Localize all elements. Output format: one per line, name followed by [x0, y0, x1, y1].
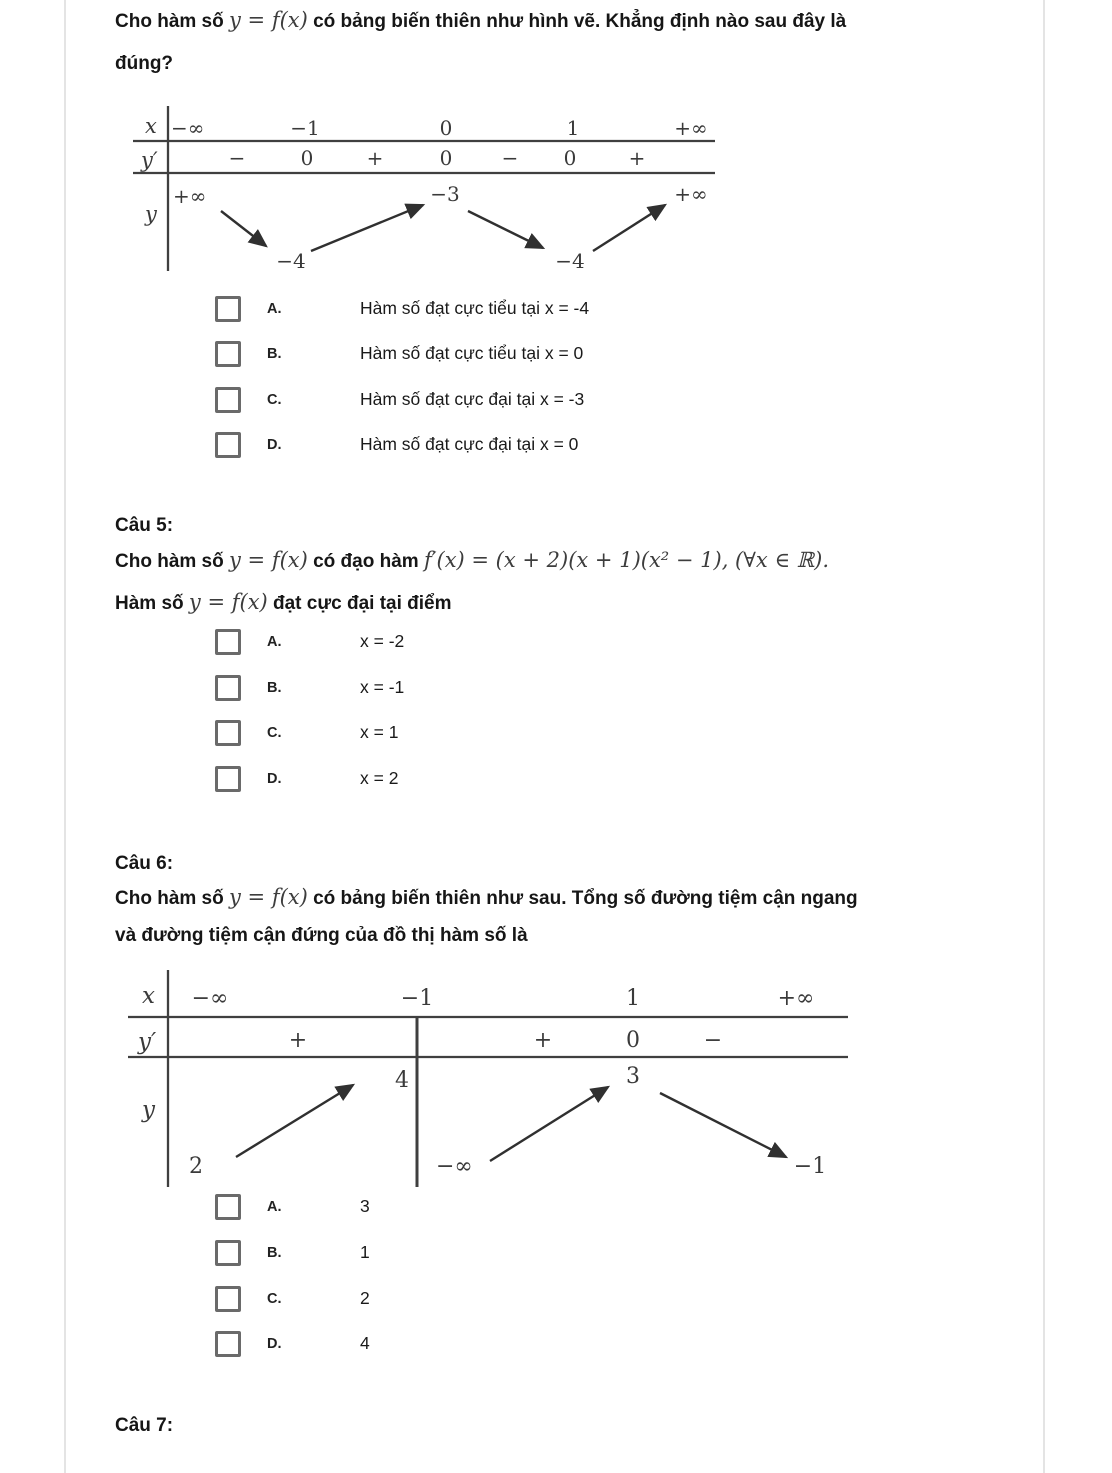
- option-letter: B.: [267, 679, 282, 696]
- option-row-q5-c[interactable]: [215, 719, 398, 746]
- row-label-y: y: [142, 1097, 155, 1123]
- variation-table-q4: [133, 103, 723, 275]
- yprime-sign: +: [288, 1028, 308, 1053]
- question5-line1: [115, 548, 829, 573]
- option-letter: D.: [267, 1335, 282, 1352]
- row-label-x: x: [145, 114, 157, 138]
- y-limit: 4: [395, 1068, 409, 1093]
- math-expression: y = f(x): [229, 8, 308, 32]
- option-row-q6-c[interactable]: [215, 1285, 370, 1312]
- option-text: Hàm số đạt cực đại tại x = 0: [360, 434, 579, 454]
- left-page-rule: [64, 0, 66, 1473]
- option-letter: A.: [267, 300, 282, 317]
- question4-line2: đúng?: [115, 53, 174, 74]
- option-row-q4-d[interactable]: [215, 431, 578, 458]
- y-limit: 2: [189, 1154, 203, 1179]
- option-text: 3: [360, 1196, 370, 1216]
- question-text: Cho hàm số: [115, 888, 230, 909]
- right-page-rule: [1043, 0, 1045, 1473]
- option-text: Hàm số đạt cực đại tại x = -3: [360, 389, 585, 409]
- yprime-sign: +: [628, 146, 646, 170]
- option-letter: C.: [267, 1290, 282, 1307]
- trend-arrow-up: [490, 1087, 608, 1161]
- y-limit: +∞: [173, 184, 207, 208]
- yprime-sign: −: [228, 146, 246, 170]
- yprime-sign: 0: [439, 146, 453, 170]
- yprime-sign: +: [533, 1028, 553, 1053]
- trend-arrow-up: [236, 1085, 353, 1157]
- question5-line2: [115, 590, 452, 615]
- option-letter: C.: [267, 724, 282, 741]
- checkbox[interactable]: [215, 1240, 241, 1266]
- checkbox[interactable]: [215, 296, 241, 322]
- checkbox[interactable]: [215, 675, 241, 701]
- checkbox[interactable]: [215, 766, 241, 792]
- question-text: có đạo hàm: [307, 551, 424, 572]
- trend-arrow-down: [221, 211, 266, 246]
- option-text: x = 1: [360, 722, 399, 742]
- option-row-q4-c[interactable]: [215, 386, 584, 413]
- question6-heading: Câu 6:: [115, 853, 174, 874]
- y-local-min: −4: [276, 249, 306, 273]
- trend-arrow-down: [660, 1093, 786, 1157]
- y-limit: −1: [793, 1154, 827, 1179]
- checkbox[interactable]: [215, 1194, 241, 1220]
- question-text: Cho hàm số: [115, 551, 230, 572]
- option-letter: A.: [267, 633, 282, 650]
- option-row-q4-a[interactable]: [215, 295, 589, 322]
- option-text: 1: [360, 1242, 370, 1262]
- row-label-yprime: y′: [138, 1029, 157, 1055]
- y-local-min: −4: [555, 249, 585, 273]
- option-row-q5-b[interactable]: [215, 674, 404, 701]
- option-row-q5-d[interactable]: [215, 765, 398, 792]
- math-expression: f′(x) = (x + 2)(x + 1)(x² − 1), (∀x ∈ ℝ).: [423, 548, 829, 572]
- question-text: có bảng biến thiên như hình vẽ. Khẳng định nào sau đây là: [307, 11, 847, 32]
- question-text: đạt cực đại tại điểm: [267, 593, 452, 614]
- checkbox[interactable]: [215, 629, 241, 655]
- question5-heading: Câu 5:: [115, 515, 174, 536]
- x-value: 1: [626, 986, 640, 1011]
- option-letter: B.: [267, 345, 282, 362]
- row-label-y: y: [145, 202, 157, 226]
- math-expression: y = f(x): [229, 548, 308, 572]
- y-local-max: −3: [430, 182, 460, 206]
- option-letter: D.: [267, 436, 282, 453]
- checkbox[interactable]: [215, 1286, 241, 1312]
- option-row-q6-a[interactable]: [215, 1193, 370, 1220]
- yprime-sign: −: [501, 146, 519, 170]
- x-value: −∞: [171, 116, 205, 140]
- question4-line1: [115, 8, 846, 33]
- x-value: −1: [400, 986, 434, 1011]
- question-text: Hàm số: [115, 593, 189, 614]
- option-letter: B.: [267, 1244, 282, 1261]
- math-expression: y = f(x): [188, 590, 268, 614]
- question6-line1: [115, 885, 858, 910]
- variation-table-q6: [128, 965, 858, 1190]
- checkbox[interactable]: [215, 341, 241, 367]
- question-text: có bảng biến thiên như sau. Tổng số đường tiệm cận ngang: [307, 888, 858, 909]
- option-text: x = -1: [360, 677, 405, 697]
- checkbox[interactable]: [215, 432, 241, 458]
- trend-arrow-down: [468, 211, 543, 248]
- checkbox[interactable]: [215, 720, 241, 746]
- y-limit: −∞: [436, 1154, 473, 1179]
- option-text: 2: [360, 1288, 370, 1308]
- x-value: +∞: [674, 116, 708, 140]
- checkbox[interactable]: [215, 387, 241, 413]
- trend-arrow-up: [311, 205, 423, 251]
- option-text: Hàm số đạt cực tiểu tại x = -4: [360, 298, 590, 318]
- option-letter: D.: [267, 770, 282, 787]
- option-row-q5-a[interactable]: [215, 628, 404, 655]
- yprime-sign: 0: [626, 1028, 640, 1053]
- option-letter: A.: [267, 1198, 282, 1215]
- row-label-yprime: y′: [141, 148, 158, 172]
- question7-heading: Câu 7:: [115, 1415, 174, 1436]
- y-limit: +∞: [674, 182, 708, 206]
- question-text: Cho hàm số: [115, 11, 230, 32]
- y-local-max: 3: [626, 1064, 640, 1089]
- yprime-sign: 0: [300, 146, 314, 170]
- option-row-q6-b[interactable]: [215, 1239, 370, 1266]
- option-text: Hàm số đạt cực tiểu tại x = 0: [360, 343, 584, 363]
- row-label-x: x: [142, 983, 155, 1009]
- x-value: +∞: [777, 986, 815, 1011]
- option-row-q6-d[interactable]: [215, 1330, 370, 1357]
- x-value: 0: [439, 116, 453, 140]
- option-text: x = -2: [360, 631, 405, 651]
- question6-line2: và đường tiệm cận đứng của đồ thị hàm số là: [115, 925, 528, 946]
- option-letter: C.: [267, 391, 282, 408]
- yprime-sign: −: [703, 1028, 723, 1053]
- trend-arrow-up: [593, 205, 665, 251]
- x-value: −1: [290, 116, 320, 140]
- checkbox[interactable]: [215, 1331, 241, 1357]
- yprime-sign: +: [366, 146, 384, 170]
- x-value: 1: [566, 116, 580, 140]
- option-row-q4-b[interactable]: [215, 340, 583, 367]
- option-text: 4: [360, 1333, 370, 1353]
- option-text: x = 2: [360, 768, 399, 788]
- math-expression: y = f(x): [229, 885, 308, 909]
- x-value: −∞: [191, 986, 229, 1011]
- yprime-sign: 0: [563, 146, 577, 170]
